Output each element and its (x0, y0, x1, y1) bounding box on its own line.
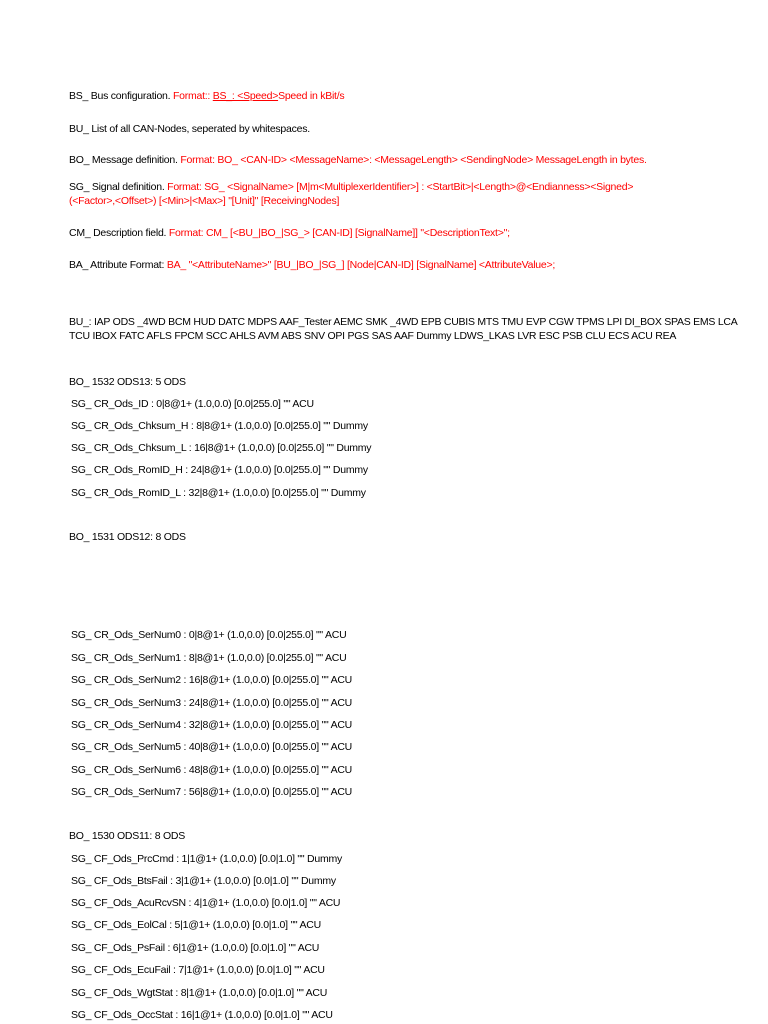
signal-line: SG_ CR_Ods_SerNum3 : 24|8@1+ (1.0,0.0) [0.0|255.0] "" ACU (71, 697, 353, 709)
signal-line: SG_ CR_Ods_RomID_L : 32|8@1+ (1.0,0.0) [0.0|255.0] "" Dummy (71, 487, 366, 499)
sg-label: SG_ Signal definition. (69, 181, 165, 193)
signal-line: SG_ CR_Ods_RomID_H : 24|8@1+ (1.0,0.0) [0.0|255.0] "" Dummy (71, 464, 368, 476)
bo-label: BO_ Message definition. (69, 154, 178, 166)
message-header: BO_ 1530 ODS11: 8 ODS (69, 830, 185, 842)
signal-line: SG_ CF_Ods_AcuRcvSN : 4|1@1+ (1.0,0.0) [0.0|1.0] "" ACU (71, 897, 341, 909)
signal-line: SG_ CF_Ods_PrcCmd : 1|1@1+ (1.0,0.0) [0.0|1.0] "" Dummy (71, 853, 342, 865)
bo-definition (69, 154, 647, 167)
sg-definition (69, 181, 633, 194)
bu-node-list-line-1: BU_: IAP ODS _4WD BCM HUD DATC MDPS AAF_Tester AEMC SMK _4WD EPB CUBIS MTS TMU EVP CGW TPMS LPI DI_BOX SPAS EMS LCA (69, 316, 738, 328)
signal-line: SG_ CR_Ods_SerNum5 : 40|8@1+ (1.0,0.0) [0.0|255.0] "" ACU (71, 741, 353, 753)
signal-line: SG_ CF_Ods_EolCal : 5|1@1+ (1.0,0.0) [0.0|1.0] "" ACU (71, 919, 321, 931)
signal-line: SG_ CR_Ods_SerNum1 : 8|8@1+ (1.0,0.0) [0.0|255.0] "" ACU (71, 652, 347, 664)
cm-format: Format: CM_ [<BU_|BO_|SG_> [CAN-ID] [SignalName]] "<DescriptionText>"; (168, 227, 510, 239)
cm-label: CM_ Description field. (69, 227, 167, 239)
bs-label: BS_ Bus configuration. (69, 90, 171, 102)
bu-definition (69, 123, 310, 136)
signal-line: SG_ CR_Ods_SerNum4 : 32|8@1+ (1.0,0.0) [0.0|255.0] "" ACU (71, 719, 353, 731)
bu-label: BU_ List of all CAN-Nodes, seperated by whitespaces. (69, 123, 310, 135)
signal-line: SG_ CR_Ods_Chksum_L : 16|8@1+ (1.0,0.0) [0.0|255.0] "" Dummy (71, 442, 372, 454)
bs-definition (69, 90, 344, 103)
signal-line: SG_ CR_Ods_SerNum2 : 16|8@1+ (1.0,0.0) [0.0|255.0] "" ACU (71, 674, 353, 686)
signal-line: SG_ CR_Ods_SerNum6 : 48|8@1+ (1.0,0.0) [0.0|255.0] "" ACU (71, 764, 353, 776)
message-header: BO_ 1532 ODS13: 5 ODS (69, 376, 186, 388)
signal-line: SG_ CR_Ods_SerNum7 : 56|8@1+ (1.0,0.0) [0.0|255.0] "" ACU (71, 786, 353, 798)
ba-format: BA_ "<AttributeName>" [BU_|BO_|SG_] [Node|CAN-ID] [SignalName] <AttributeValue>; (166, 259, 556, 271)
cm-definition (69, 227, 510, 240)
sg-format-line2: (<Factor>,<Offset>) [<Min>|<Max>] "[Unit]" [ReceivingNodes] (69, 195, 340, 207)
signal-line: SG_ CF_Ods_OccStat : 16|1@1+ (1.0,0.0) [0.0|1.0] "" ACU (71, 1009, 333, 1021)
ba-definition (69, 259, 555, 272)
message-header: BO_ 1531 ODS12: 8 ODS (69, 531, 186, 543)
signal-line: SG_ CF_Ods_WgtStat : 8|1@1+ (1.0,0.0) [0.0|1.0] "" ACU (71, 987, 328, 999)
ba-label: BA_ Attribute Format: (69, 259, 165, 271)
signal-line: SG_ CR_Ods_SerNum0 : 0|8@1+ (1.0,0.0) [0.0|255.0] "" ACU (71, 629, 347, 641)
signal-line: SG_ CF_Ods_EcuFail : 7|1@1+ (1.0,0.0) [0.0|1.0] "" ACU (71, 964, 325, 976)
bs-format-code: BS_: <Speed> (212, 90, 279, 102)
bu-node-list-line-2: TCU IBOX FATC AFLS FPCM SCC AHLS AVM ABS SNV OPI PGS SAS AAF Dummy LDWS_LKAS LVR ESC PSB CLU ECS ACU REA (69, 330, 677, 342)
bo-format: Format: BO_ <CAN-ID> <MessageName>: <MessageLength> <SendingNode> MessageLength in bytes. (180, 154, 647, 166)
signal-line: SG_ CR_Ods_ID : 0|8@1+ (1.0,0.0) [0.0|255.0] "" ACU (71, 398, 314, 410)
signal-line: SG_ CF_Ods_BtsFail : 3|1@1+ (1.0,0.0) [0.0|1.0] "" Dummy (71, 875, 336, 887)
bs-format-suffix: Speed in kBit/s (278, 90, 345, 102)
signal-line: SG_ CR_Ods_Chksum_H : 8|8@1+ (1.0,0.0) [0.0|255.0] "" Dummy (71, 420, 368, 432)
signal-line: SG_ CF_Ods_PsFail : 6|1@1+ (1.0,0.0) [0.0|1.0] "" ACU (71, 942, 320, 954)
sg-format-line1: Format: SG_ <SignalName> [M|m<MultiplexerIdentifier>] : <StartBit>|<Length>@<Endianness><Signed> (167, 181, 634, 193)
bs-format-prefix: Format:: (173, 90, 213, 102)
